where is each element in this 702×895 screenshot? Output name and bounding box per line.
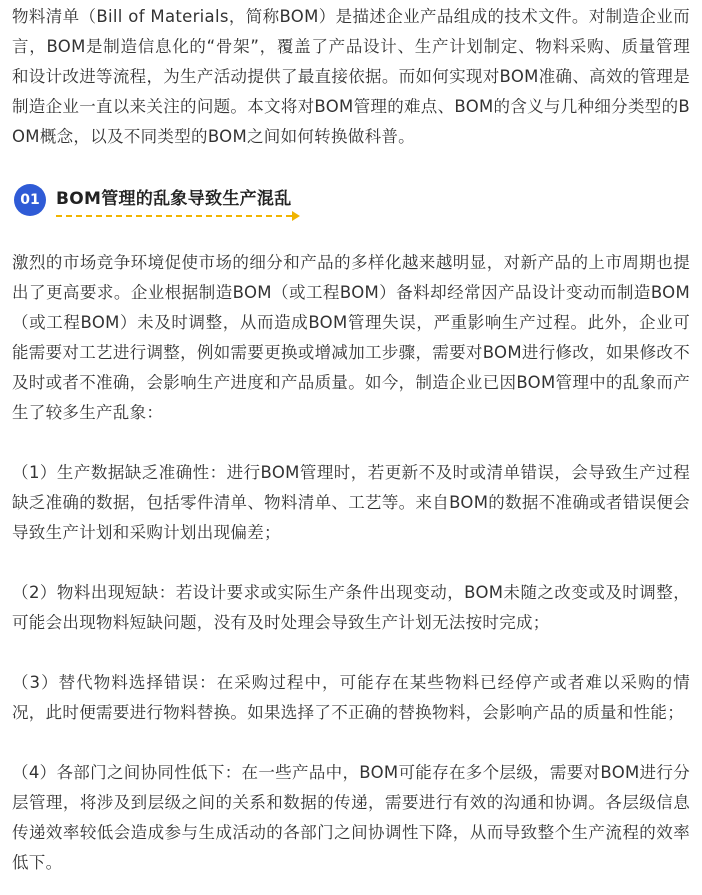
- list-item-4: （4）各部门之间协同性低下：在一些产品中，BOM可能存在多个层级，需要对BOM进行分层管理，将涉及到层级之间的关系和数据的传递，需要进行有效的沟通和协调。各层级信息传递效率较低会造成参与生成活动的各部门之间协调性下降，从而导致整个生产流程的效率低下。: [12, 763, 690, 872]
- body-paragraph: 激烈的市场竞争环境促使市场的细分和产品的多样化越来越明显，对新产品的上市周期也提出了更高要求。企业根据制造BOM（或工程BOM）备料却经常因产品设计变动而制造BOM（或工程BOM）未及时调整，从而造成BOM管理失误，严重影响生产过程。此外，企业可能需要对工艺进行调整，例如需要更换或增减加工步骤，需要对BOM进行修改，如果修改不及时或者不准确，会影响生产进度和产品质量。如今，制造企业已因BOM管理中的乱象而产生了较多生产乱象：: [12, 253, 690, 422]
- section-title: BOM管理的乱象导致生产混乱: [56, 189, 292, 209]
- paragraph-gap: [12, 638, 690, 668]
- paragraph-gap: [12, 728, 690, 758]
- section-number-badge: 01: [14, 184, 46, 216]
- paragraph-gap: [12, 428, 690, 458]
- section-body: [12, 248, 690, 878]
- list-item-2: （2）物料出现短缺：若设计要求或实际生产条件出现变动，BOM未随之改变或及时调整，可能会出现物料短缺问题，没有及时处理会导致生产计划无法按时完成；: [12, 583, 690, 632]
- arrow-right-icon: [292, 211, 300, 221]
- list-item-3: （3）替代物料选择错误：在采购过程中，可能存在某些物料已经停产或者难以采购的情况，此时便需要进行物料替换。如果选择了不正确的替换物料，会影响产品的质量和性能；: [12, 673, 690, 722]
- dashed-underline: [56, 215, 292, 217]
- paragraph-gap: [12, 548, 690, 578]
- list-item-1: （1）生产数据缺乏准确性：进行BOM管理时，若更新不及时或清单错误，会导致生产过程缺乏准确的数据，包括零件清单、物料清单、工艺等。来自BOM的数据不准确或者错误便会导致生产计划和采购计划出现偏差；: [12, 463, 690, 542]
- section-heading: [14, 182, 690, 226]
- intro-paragraph: 物料清单（Bill of Materials，简称BOM）是描述企业产品组成的技术文件。对制造企业而言，BOM是制造信息化的“骨架”，覆盖了产品设计、生产计划制定、物料采购、质量管理和设计改进等流程，为生产活动提供了最直接依据。而如何实现对BOM准确、高效的管理是制造企业一直以来关注的问题。本文将对BOM管理的难点、BOM的含义与几种细分类型的BOM概念，以及不同类型的BOM之间如何转换做科普。: [12, 7, 690, 146]
